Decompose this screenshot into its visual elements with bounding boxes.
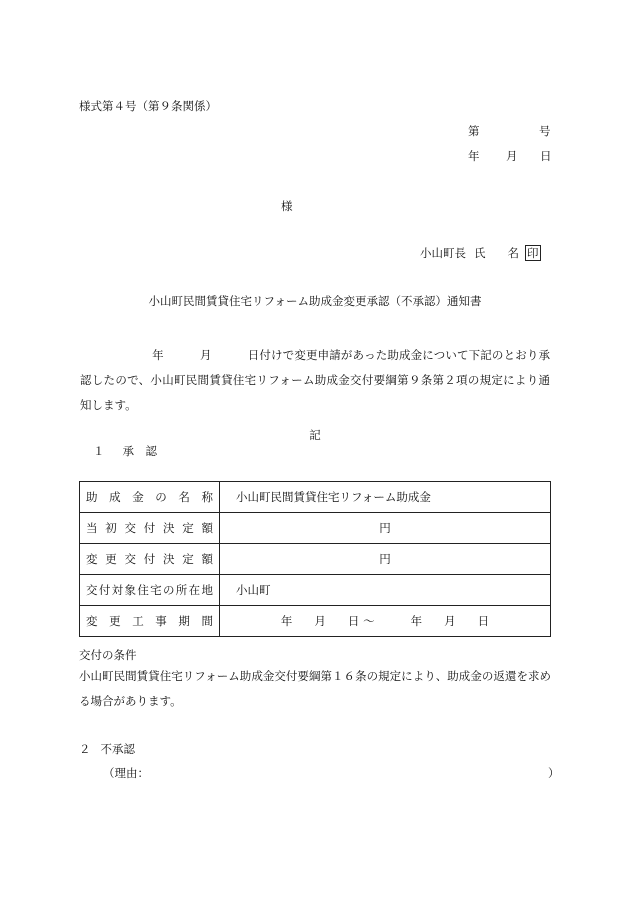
doc-number-suffix: 号 xyxy=(539,124,551,138)
issuer-mei: 名 xyxy=(507,245,519,260)
label-char: 決 xyxy=(163,521,175,535)
label-char: 金 xyxy=(132,490,144,504)
label-char: 変 xyxy=(86,552,98,566)
table-value: 円 xyxy=(220,544,551,575)
label-char: の xyxy=(162,583,175,597)
label-char: 地 xyxy=(201,583,213,597)
label-char: 定 xyxy=(182,552,194,566)
date-day: 日 xyxy=(540,149,552,163)
conditions-heading: 交付の条件 xyxy=(79,648,137,662)
label-char: 額 xyxy=(201,552,213,566)
table-row xyxy=(80,482,551,513)
label-char: 期 xyxy=(178,614,190,628)
label-char: 工 xyxy=(132,614,144,628)
label-char: 付 xyxy=(143,521,156,535)
label-char: 間 xyxy=(201,614,213,628)
period-part: 日 xyxy=(477,614,490,628)
label-spread xyxy=(86,551,219,567)
label-spread xyxy=(86,613,219,629)
body-month: 月 xyxy=(199,348,212,362)
table-label xyxy=(80,575,220,606)
document-title: 小山町民間賃貸住宅リフォーム助成金変更承認（不承認）通知書 xyxy=(148,294,482,308)
addressee-suffix: 様 xyxy=(281,199,293,213)
conditions-text: 小山町民間賃貸住宅リフォーム助成金交付要綱第１６条の規定により、助成金の返還を求める場合があります。 xyxy=(79,669,551,708)
label-char: 付 xyxy=(98,583,111,597)
label-char: 称 xyxy=(201,490,213,504)
table-label xyxy=(80,544,220,575)
label-spread xyxy=(86,520,219,536)
label-char: 決 xyxy=(163,552,175,566)
label-char: 住 xyxy=(137,583,149,597)
form-number: 様式第４号（第９条関係） xyxy=(79,99,217,113)
label-char: 事 xyxy=(155,614,167,628)
period-part: 月 xyxy=(444,614,456,628)
section-1-label: 承 認 xyxy=(122,444,157,458)
table-value xyxy=(220,606,551,637)
table-label xyxy=(80,513,220,544)
section-2-heading xyxy=(79,742,145,756)
label-char: 更 xyxy=(109,614,121,628)
period-part: 日 ～ xyxy=(347,614,375,628)
table-row xyxy=(80,575,551,606)
table-label xyxy=(80,606,220,637)
approval-table xyxy=(79,481,551,637)
label-char: の xyxy=(155,490,167,504)
label-char: 助 xyxy=(86,490,98,504)
table-label xyxy=(80,482,220,513)
date-month: 月 xyxy=(506,149,518,163)
label-char: 初 xyxy=(105,521,117,535)
table-value: 円 xyxy=(220,513,551,544)
table-row xyxy=(80,606,551,637)
body-text: 日付けで変更申請があった助成金について下記のとおり承認したので、小山町民間賃貸住宅リフォーム助成金交付要綱第９条第２項の規定により通知します。 xyxy=(80,348,551,412)
label-spread xyxy=(86,489,219,505)
table-value: 小山町民間賃貸住宅リフォーム助成金 xyxy=(220,482,551,513)
section-1-heading xyxy=(93,444,175,458)
body-year: 年 xyxy=(152,348,164,362)
label-char: 付 xyxy=(143,552,156,566)
section-2-number: ２ xyxy=(79,742,91,756)
label-char: 宅 xyxy=(150,583,162,597)
period-part: 年 xyxy=(280,614,293,628)
reason-close: ） xyxy=(548,766,560,780)
label-char: 額 xyxy=(201,521,213,535)
section-1-number: １ xyxy=(93,444,105,458)
issuer-title: 小山町長 xyxy=(420,245,466,260)
label-char: 定 xyxy=(182,521,194,535)
label-char: 交 xyxy=(124,521,136,535)
reason-open: （理由： xyxy=(103,766,149,780)
period-row xyxy=(220,613,550,629)
label-char: 当 xyxy=(86,521,98,535)
body-paragraph xyxy=(80,343,550,418)
label-char: 交 xyxy=(86,583,98,597)
date-year: 年 xyxy=(468,149,480,163)
label-char: 所 xyxy=(175,583,188,597)
table-row xyxy=(80,544,551,575)
issuer-line xyxy=(420,245,541,261)
section-2-label: 不承認 xyxy=(100,742,135,756)
label-spread xyxy=(86,582,219,598)
seal-mark: 印 xyxy=(527,246,539,260)
issuer-shi: 氏 xyxy=(474,245,486,260)
label-char: 名 xyxy=(178,490,190,504)
label-char: 対 xyxy=(111,583,124,597)
label-char: 在 xyxy=(188,583,201,597)
label-char: 交 xyxy=(124,552,136,566)
period-part: 年 xyxy=(410,614,423,628)
ki-heading: 記 xyxy=(309,428,321,442)
label-char: 象 xyxy=(124,583,136,597)
label-char: 更 xyxy=(105,552,117,566)
label-char: 成 xyxy=(109,490,121,504)
label-char: 変 xyxy=(86,614,98,628)
table-row xyxy=(80,513,551,544)
table-value: 小山町 xyxy=(220,575,551,606)
doc-number-prefix: 第 xyxy=(468,124,480,138)
period-part: 月 xyxy=(314,614,326,628)
